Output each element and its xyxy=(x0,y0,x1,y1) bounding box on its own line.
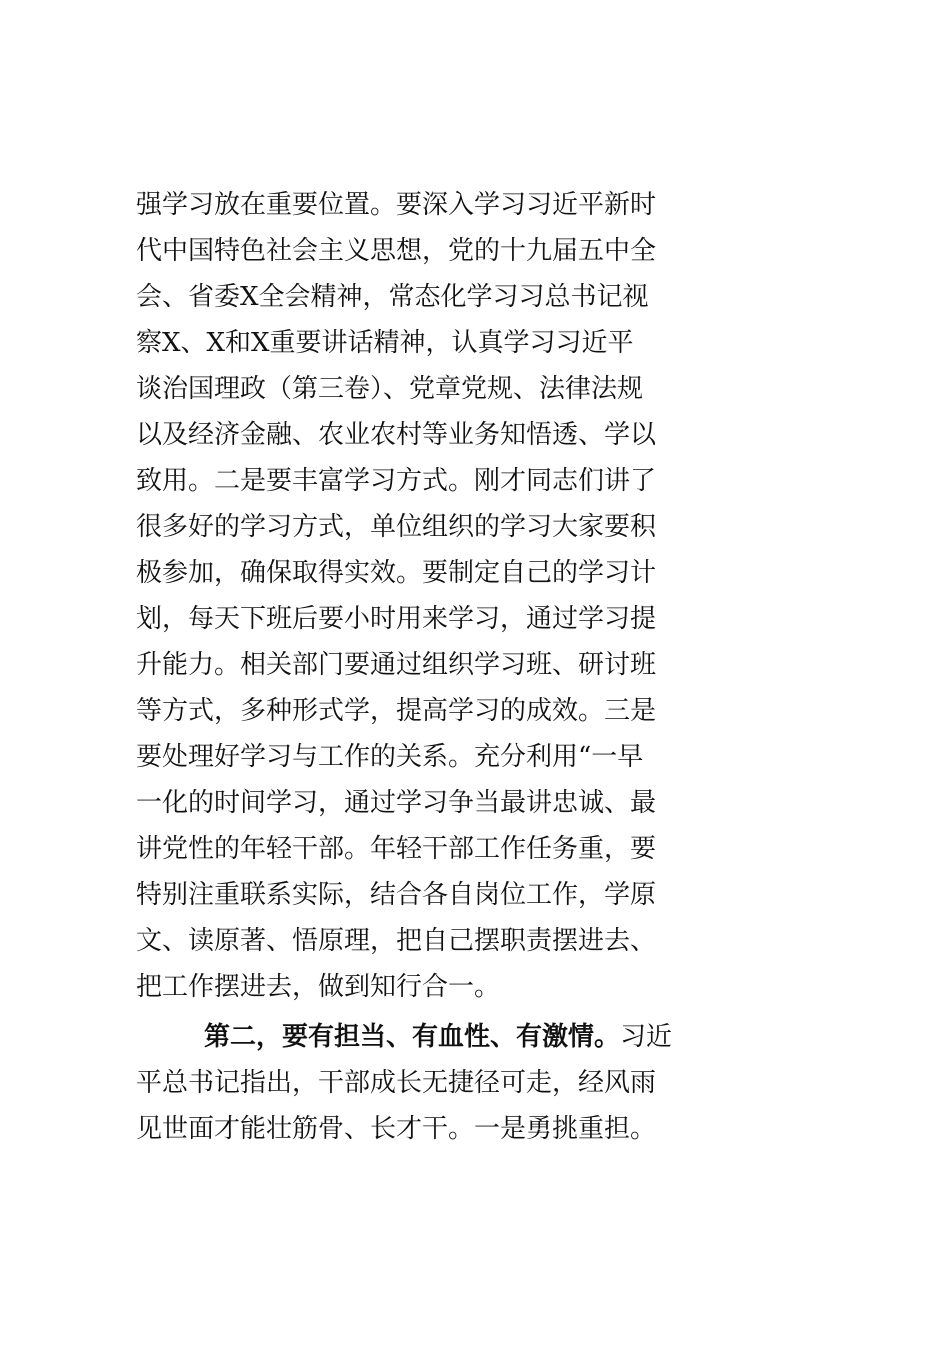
text-line: 极参加，确保取得实效。要制定自己的学习计 xyxy=(136,558,657,588)
text-line: 以及经济金融、农业农村等业务知悟透、学以 xyxy=(136,420,657,450)
text-line: 谈治国理政（第三卷）、党章党规、法律法规 xyxy=(136,374,644,404)
text-line: 等方式，多种形式学，提高学习的成效。三是 xyxy=(136,696,657,726)
text-line: 强学习放在重要位置。要深入学习习近平新时 xyxy=(136,190,657,220)
text-line: 平总书记指出，干部成长无捷径可走，经风雨 xyxy=(136,1068,657,1098)
text-line: 特别注重联系实际，结合各自岗位工作，学原 xyxy=(136,880,657,910)
section-heading: 第二，要有担当、有血性、有激情。 xyxy=(204,1022,621,1052)
text-line: 划，每天下班后要小时用来学习，通过学习提 xyxy=(136,604,657,634)
text-line: 要处理好学习与工作的关系。充分利用“一早 xyxy=(136,742,644,772)
text-line: 把工作摆进去，做到知行合一。 xyxy=(136,972,501,1002)
text-line: 见世面才能壮筋骨、长才干。一是勇挑重担。 xyxy=(136,1114,657,1144)
section-first-line xyxy=(136,1014,816,1060)
text-line: 一化的时间学习，通过学习争当最讲忠诚、最 xyxy=(136,788,657,818)
text-line: 代中国特色社会主义思想，党的十九届五中全 xyxy=(136,236,657,266)
text-line: 察X、X和X重要讲话精神，认真学习习近平 xyxy=(136,328,634,358)
section-heading-continuation: 习近 xyxy=(620,1022,673,1052)
text-line: 升能力。相关部门要通过组织学习班、研讨班 xyxy=(136,650,657,680)
text-line: 文、读原著、悟原理，把自己摆职责摆进去、 xyxy=(136,926,657,956)
text-line: 致用。二是要丰富学习方式。刚才同志们讲了 xyxy=(136,466,657,496)
text-line: 会、省委X全会精神，常态化学习习总书记视 xyxy=(136,282,649,312)
text-line: 讲党性的年轻干部。年轻干部工作任务重，要 xyxy=(136,834,657,864)
text-line: 很多好的学习方式，单位组织的学习大家要积 xyxy=(136,512,657,542)
